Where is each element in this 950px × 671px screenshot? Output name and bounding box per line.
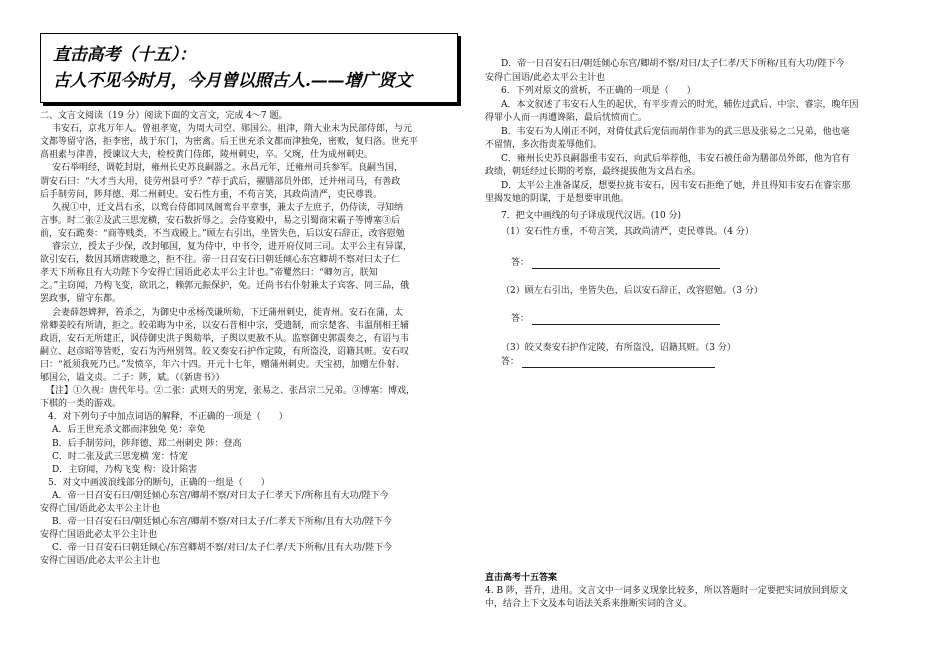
q7-item-1: （1）安石性方重，不苟言笑，其政尚清严，吏民尊畏。（4 分） — [501, 227, 754, 237]
right-text-line: 7．把文中画线的句子译成现代汉语。(10 分) — [501, 211, 682, 221]
left-text-line: 嗣立、赵彦昭等皆贬，安石为沔州别驾。皎又奏安石护作定陵，有所盗没，诏籍其赃。安石叹 — [40, 346, 410, 357]
left-text-line: B．后手制劳问，陟拜德、郑二州刺史 陟：登高 — [52, 438, 242, 449]
answer-line-1[interactable] — [532, 268, 720, 269]
left-text-line: 4．对下列句子中加点词语的解释，不正确的一项是（ ） — [48, 412, 288, 423]
left-text-line: 后手制劳问，陟拜德、郑二州刺史。安石性方重，不苟言笑，其政尚清严，吏民尊畏。 — [40, 189, 383, 200]
answers-line-2: 中，结合上下文及本句语法关系来推断实词的含义。 — [485, 599, 693, 609]
left-text-line: 安得亡国语/此必太平公主计也 — [40, 556, 161, 567]
left-text-line: 安石举明经，调乾封尉，雍州长史苏良嗣器之。永昌元年，迁雍州司兵参军。良嗣当国， — [52, 163, 404, 174]
left-text-line: 韦安石，京兆万年人。曾祖孝宽，为周大司空、郧国公。祖津，隋大业末为民部侍郎，与元 — [52, 124, 413, 135]
q7-item-2: （2）顾左右引出，坐皆失色，后以安石辞正，改容慰勉。（3 分） — [501, 286, 763, 296]
left-text-line: D．主窃闻，乃构飞变 构：设计陷害 — [52, 464, 198, 475]
left-text-line: 会妻薛怨婢狎，笞杀之，为御史中丞杨茂谦所劾，下迁蒲州刺史，徙青州。安石在蒲，太 — [52, 307, 404, 318]
left-text-line: 欲引安石，数因其婿唐晙邀之，拒不往。帝一日召安石曰朝廷倾心东宫卿胡不察对曰太子仁 — [40, 255, 401, 266]
right-text-line: 不留情，多次指责羞辱他们。 — [485, 140, 603, 150]
right-text-line: A．本文叙述了韦安石人生的起伏，有平步青云的时光，辅佐过武后、中宗、睿宗，晚年因 — [501, 99, 859, 110]
title-line-1: 直击高考（十五）： — [53, 45, 196, 65]
left-text-line: 郇国公，谥文贞。二子：陟，斌。（《新唐书》） — [40, 373, 225, 383]
left-text-line: C．时二张及武三思宠横 宠：恃宠 — [52, 451, 188, 462]
left-text-line: 二、文言文阅读（19 分）阅读下面的文言文，完成 4～7 题。 — [40, 111, 288, 121]
left-text-line: 前，安石跪奏：“商等贱类，不当戏殿上。”顾左右引出，坐皆失色，后以安石辞正，改容慰勉 — [40, 228, 405, 239]
left-text-line: 文都等留守洛，拒李密，战于东门，为密禽。后王世充杀文都而津独免，密败，复归洛。世充平 — [40, 137, 419, 148]
right-text-line: D．太平公主准备谋反，想要拉拢韦安石，因韦安石拒绝了她，并且得知韦安石在睿宗那 — [501, 180, 851, 191]
answer-label-3: 答： — [501, 357, 520, 367]
answers-line-1: 4. B 陟，晋升，进用。文言文中一词多义现象比较多，所以答题时一定要把实词放回到原文 — [485, 586, 848, 596]
answer-line-2[interactable] — [532, 324, 720, 325]
left-text-line: 安得亡国/语此必太平公主计也 — [40, 504, 161, 514]
right-text-line: 政绩，朝廷经过长期的考察，最终提拔他为文昌右丞。 — [485, 167, 702, 177]
answer-label-1: 答： — [511, 258, 530, 268]
left-text-line: 孝天下所称且有大功陛下今安得亡国语此必太平公主计也。”帝矍然曰：“卿勿言，朕知 — [40, 268, 378, 279]
left-text-line: 政语，安石无所建正，讽侍御史洪子舆劾举，子舆以更赦不从。监察御史郭震奏之，有诏与韦 — [40, 333, 410, 344]
left-text-line: C．帝一日召安石曰朝廷倾心/东宫卿胡不察/对曰/太子仁孝/天下所称/且有大功/陛下今 — [52, 543, 393, 554]
left-text-line: 谓安石曰：“大才当大用，徒劳州县可乎？”荐于武后，擢膳部员外郎，迁并州司马，有善政 — [40, 176, 401, 187]
left-text-line: 言事。时二张②及武三思宠横，安石数折辱之。会侍宴殿中，易之引蜀商宋霸子等博塞③后 — [40, 215, 401, 226]
right-text-line: D．帝一日召安石曰/朝廷倾心东宫/卿胡不察/对曰/太子仁孝/天下所称/且有大功/陛下今 — [501, 59, 845, 69]
left-text-line: 5．对文中画波浪线部分的断句，正确的一组是（ ） — [48, 477, 270, 488]
left-text-line: 安得亡国语此必太平公主计也 — [40, 530, 158, 541]
right-text-line: 得罪小人而一再遭谗陷，最后忧愤而亡。 — [485, 113, 648, 123]
answer-label-2: 答： — [511, 314, 530, 324]
left-text-line: 之。”主窃闻，乃构飞变，欲讯之，赖郭元振保护，免。迁尚书右仆射兼太子宾客、同三品，俄 — [40, 281, 410, 292]
right-text-line: 安得亡国语/此必太平公主计也 — [485, 72, 606, 83]
right-text-line: 里揭发她的阴谋，于是想要审讯他。 — [485, 194, 630, 204]
right-text-line: C．雍州长史苏良嗣器重韦安石，向武后举荐他，韦安石被任命为膳部员外郎，他为官有 — [501, 153, 850, 164]
left-text-line: 久视①中，迁文昌右丞，以鸾台侍郎同凤阁鸾台平章事，兼太子左庶子，仍侍读，寻知纳 — [52, 202, 404, 213]
left-text-line: 下棋的一类的游戏。 — [40, 399, 122, 410]
left-text-line: 常卿姜皎有所请，拒之。皎弟晦为中丞，以安石昔相中宗，受遗制，而宗楚客、韦温削相王辅 — [40, 320, 410, 331]
title-box — [40, 33, 458, 103]
left-text-line: 【注】①久视：唐代年号。②二张：武则天的男宠，张易之、张昌宗二兄弟。③博塞：博戏， — [46, 386, 416, 397]
right-text-line: 6．下列对原文的赏析，不正确的一项是（ ） — [501, 86, 696, 96]
left-text-line: 罢政事，留守东都。 — [40, 294, 122, 305]
q7-item-3: （3）皎又奏安石护作定陵，有所盗没，诏籍其赃。（3 分） — [501, 343, 736, 353]
left-text-line: 高祖素与津善，授谏议大夫，检校黄门侍郎，陵州刺史，卒。父琬，仕为成州刺史。 — [40, 150, 374, 161]
left-text-line: B．帝一日召安石曰/朝廷倾心东宫/卿胡不察/对曰太子/仁孝天下所称/且有大功/陛下今 — [52, 517, 392, 528]
left-text-line: A．帝一日召安石曰/朝廷倾心东宫/卿胡不察/对曰太子仁孝天下/所称且有大功/陛下今 — [52, 490, 389, 501]
left-text-line: A．后王世充杀文都而津独免 免：幸免 — [52, 425, 206, 436]
left-text-line: 睿宗立，授太子少保，改封郇国，复为侍中，中书令，进开府仪同三司。太平公主有异谋， — [52, 242, 413, 252]
left-text-line: 曰：“祗须我死乃已。”发愤卒，年六十四。开元十七年，赠蒲州刺史。天宝初，加赠左仆射、 — [40, 359, 405, 370]
title-line-2: 古人不见今时月，今月曾以照古人.——增广贤文 — [53, 71, 412, 91]
right-text-line: B．韦安石为人刚正不阿，对倚仗武后宠信而胡作非为的武三思及张易之二兄弟，他也毫 — [501, 126, 850, 137]
answers-heading: 直击高考十五答案 — [485, 573, 558, 583]
answer-line-3[interactable] — [522, 367, 715, 368]
